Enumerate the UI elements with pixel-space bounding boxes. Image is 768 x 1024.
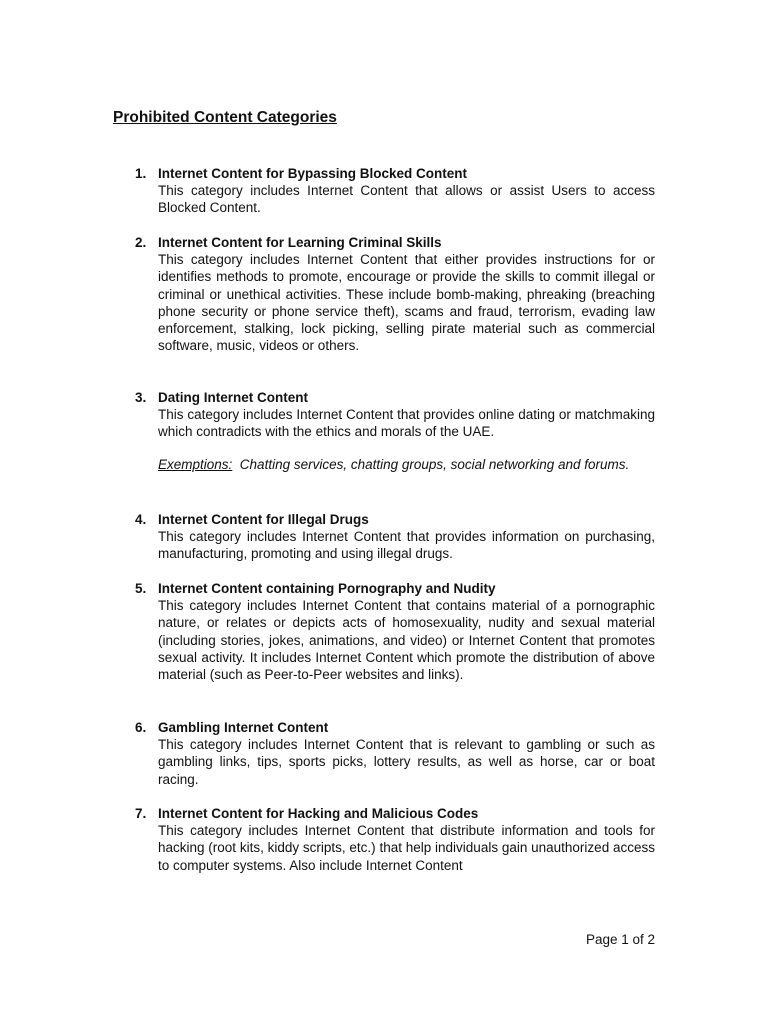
exemption-note — [158, 456, 655, 473]
item-number: 1. — [135, 166, 147, 181]
item-text: This category includes Internet Content that is relevant to gambling or such as gambling links, tips, sports picks, lottery results, as well as horse, car or boat racing. — [158, 737, 655, 787]
list-item — [135, 511, 655, 563]
item-heading: Dating Internet Content — [158, 390, 308, 405]
list-item — [135, 805, 655, 874]
item-text: This category includes Internet Content that distribute information and tools for hacking (root kits, kiddy scripts, etc.) that help individuals gain unauthorized access to computer systems. Also include Internet Content — [158, 823, 655, 873]
item-text: This category includes Internet Content that allows or assist Users to access Blocked Content. — [158, 183, 655, 216]
item-heading: Internet Content for Illegal Drugs — [158, 512, 369, 527]
item-heading: Internet Content for Learning Criminal Skills — [158, 235, 442, 250]
item-number: 6. — [135, 720, 147, 735]
item-heading: Internet Content for Hacking and Malicious Codes — [158, 806, 479, 821]
page-title: Prohibited Content Categories — [113, 109, 337, 126]
list-item — [135, 389, 655, 473]
exemption-label: Exemptions: — [158, 456, 233, 472]
item-heading: Internet Content containing Pornography and Nudity — [158, 581, 496, 596]
list-item — [135, 719, 655, 788]
item-number: 2. — [135, 235, 147, 250]
item-heading: Gambling Internet Content — [158, 720, 329, 735]
item-number: 3. — [135, 390, 147, 405]
exemption-text: Chatting services, chatting groups, social networking and forums. — [232, 456, 630, 472]
item-text: This category includes Internet Content that either provides instructions for or identifies methods to promote, encourage or provide the skills to commit illegal or criminal or unethical activities. These include bomb-making, phreaking (breaching phone security or phone service theft), scams and fraud, terrorism, evading law enforcement, stalking, lock picking, selling pirate material such as commercial software, music, videos or others. — [158, 252, 655, 354]
item-text: This category includes Internet Content that contains material of a pornographic nature, or relates or depicts acts of homosexuality, nudity and sexual material (including stories, jokes, animations, and video) or Internet Content that promotes sexual activity. It includes Internet Content which promote the distribution of above material (such as Peer-to-Peer websites and links). — [158, 598, 655, 683]
list-item — [135, 165, 655, 217]
list-item — [135, 580, 655, 683]
item-number: 7. — [135, 806, 147, 821]
page-number: Page 1 of 2 — [585, 932, 655, 947]
item-text: This category includes Internet Content that provides information on purchasing, manufacturing, promoting and using illegal drugs. — [158, 529, 655, 562]
item-text: This category includes Internet Content that provides online dating or matchmaking which contradicts with the ethics and morals of the UAE. — [158, 407, 655, 440]
item-heading: Internet Content for Bypassing Blocked Content — [158, 166, 468, 181]
list-item — [135, 234, 655, 354]
item-number: 5. — [135, 581, 147, 596]
item-number: 4. — [135, 512, 147, 527]
